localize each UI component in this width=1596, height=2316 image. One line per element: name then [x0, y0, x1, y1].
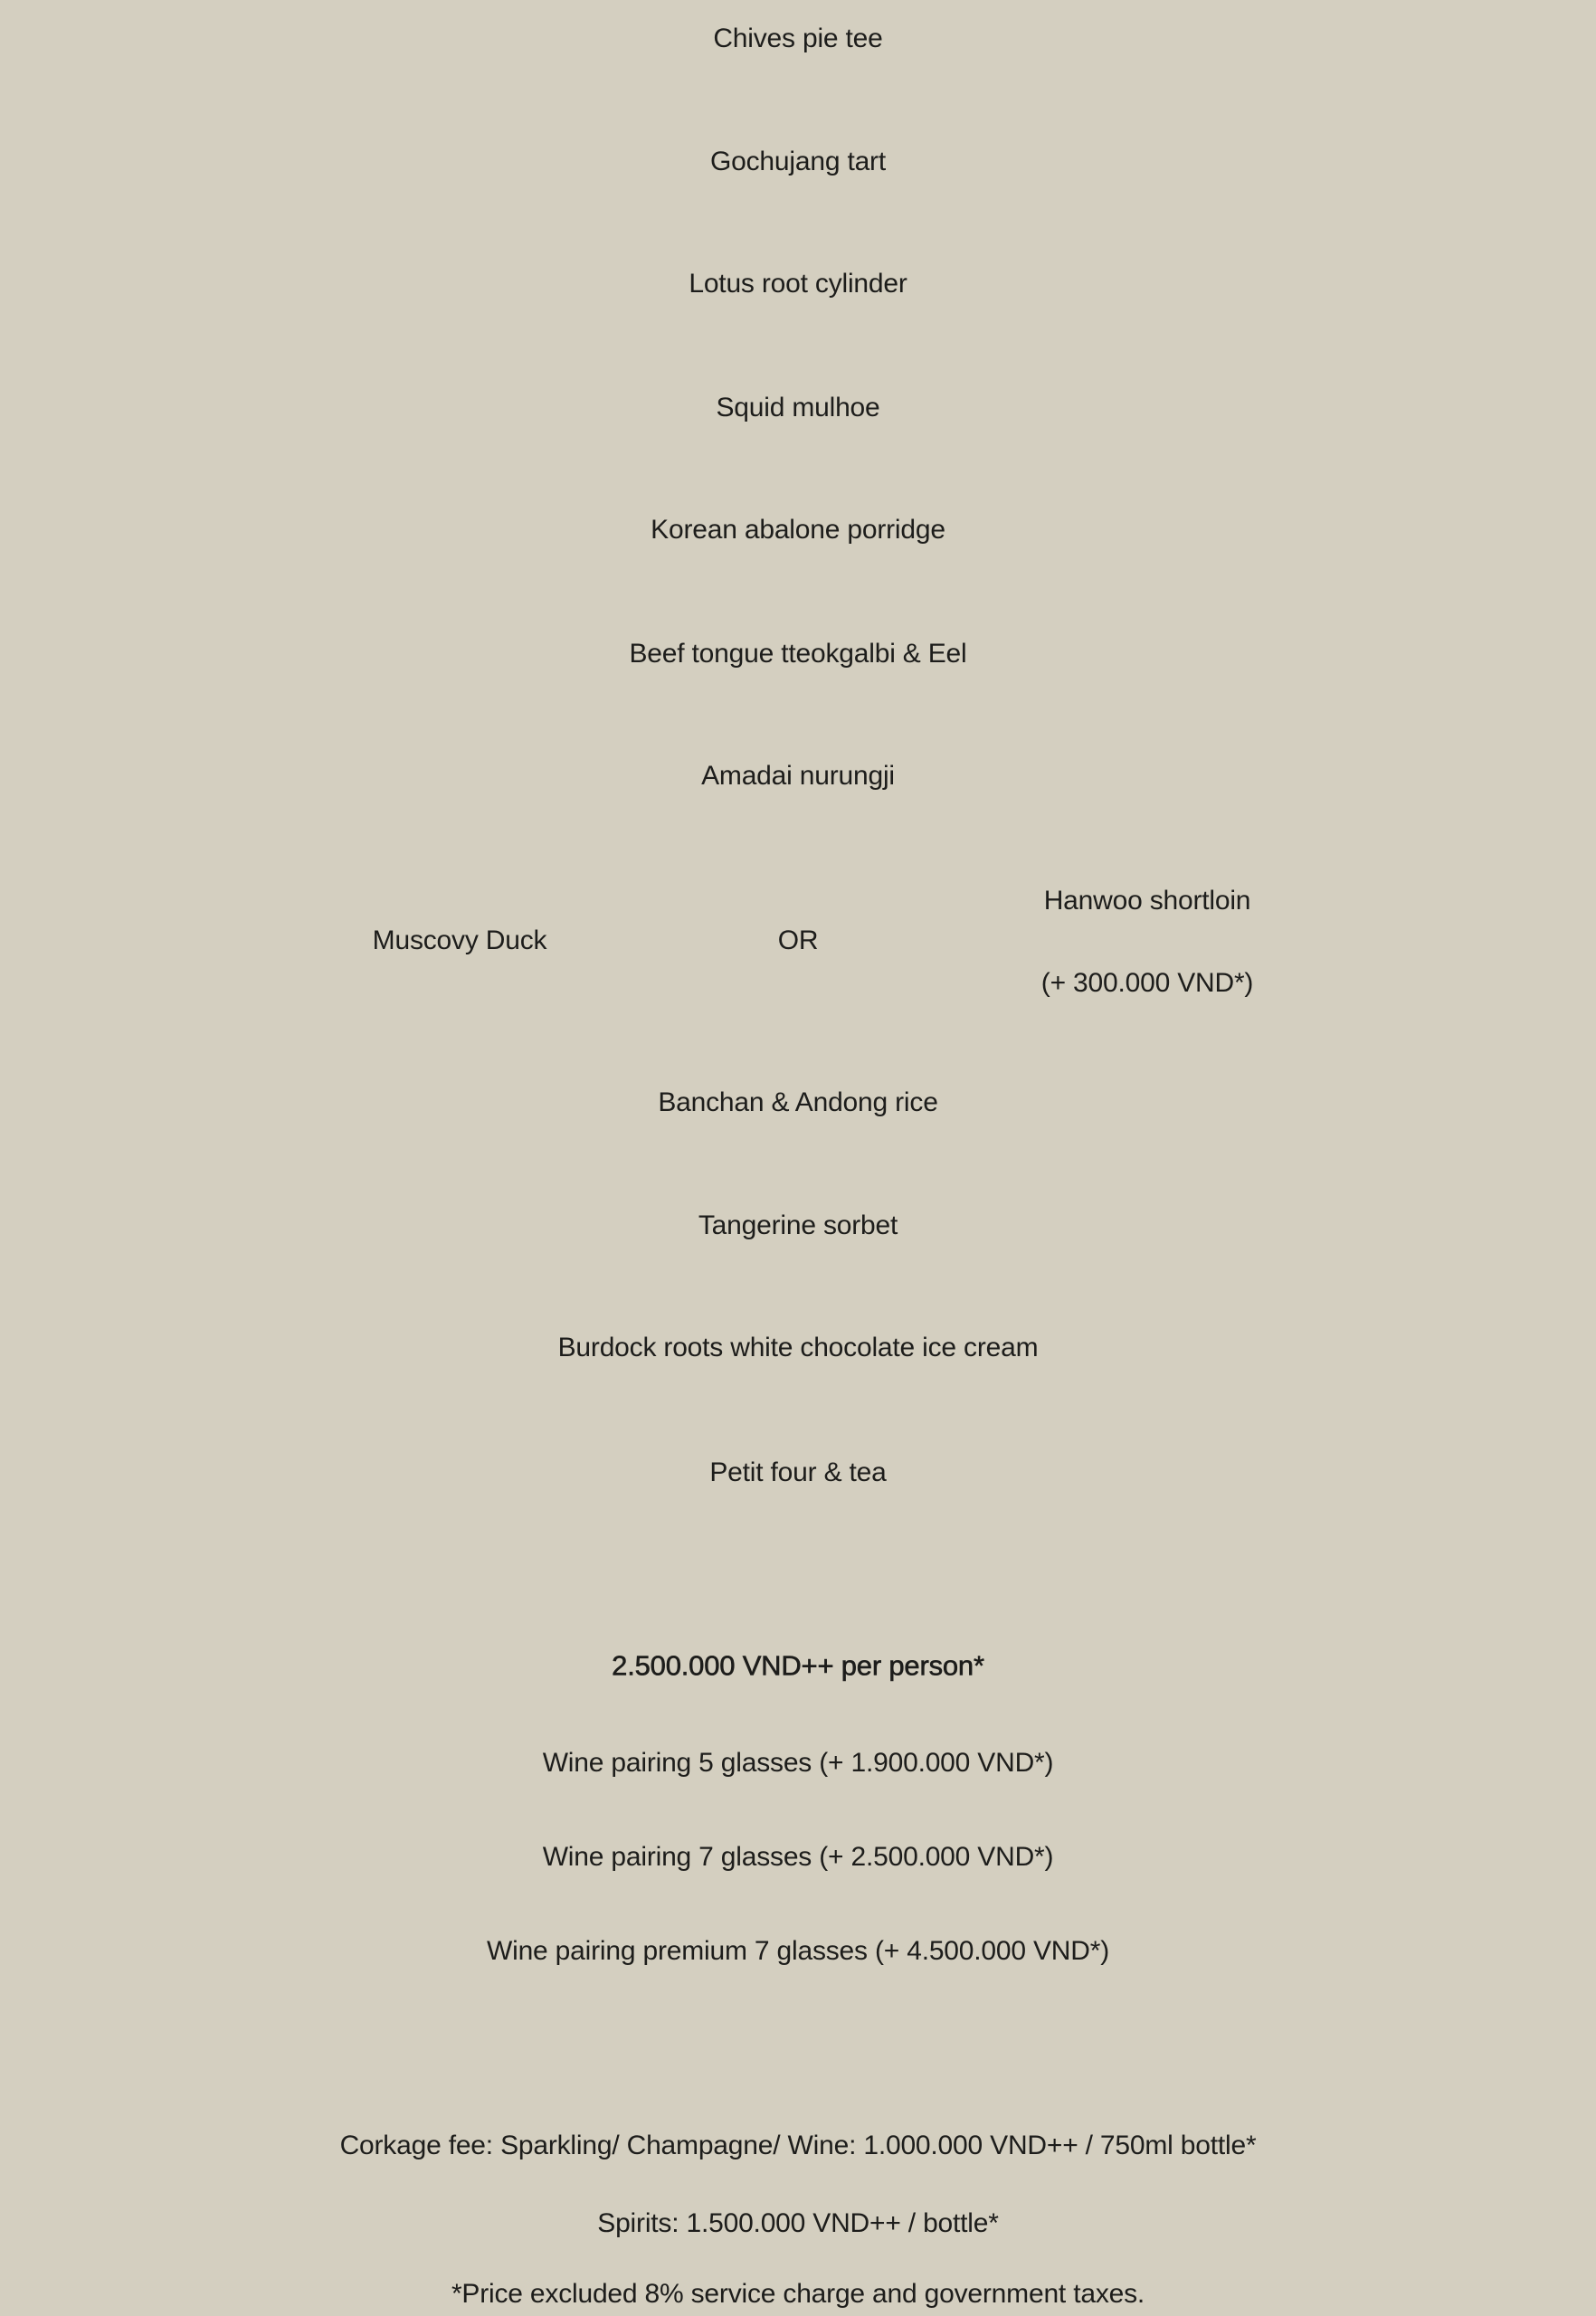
- wine-pairing-item: Wine pairing 7 glasses (+ 2.500.000 VND*): [542, 1842, 1054, 1872]
- course-item: Chives pie tee: [713, 24, 883, 53]
- choice-option-left: Muscovy Duck: [372, 925, 547, 955]
- course-item: Squid mulhoe: [716, 393, 880, 422]
- course-item: Banchan & Andong rice: [658, 1087, 938, 1117]
- course-item: Amadai nurungji: [701, 761, 895, 791]
- tax-note: *Price excluded 8% service charge and government taxes.: [451, 2279, 1145, 2309]
- course-item: Lotus root cylinder: [689, 269, 907, 299]
- choice-or-separator: OR: [777, 925, 819, 955]
- choice-option-right-name: Hanwoo shortloin: [1043, 886, 1251, 916]
- course-item: Korean abalone porridge: [651, 515, 945, 545]
- course-item: Gochujang tart: [710, 147, 886, 176]
- course-item: Petit four & tea: [709, 1457, 887, 1487]
- spirits-note: Spirits: 1.500.000 VND++ / bottle*: [597, 2208, 999, 2238]
- wine-pairing-item: Wine pairing 5 glasses (+ 1.900.000 VND*): [542, 1748, 1054, 1778]
- choice-option-right-supplement: (+ 300.000 VND*): [1040, 968, 1254, 998]
- corkage-note: Corkage fee: Sparkling/ Champagne/ Wine: 1.000.000 VND++ / 750ml bottle*: [339, 2131, 1257, 2160]
- wine-pairing-item: Wine pairing premium 7 glasses (+ 4.500.000 VND*): [486, 1936, 1110, 1966]
- course-item: Beef tongue tteokgalbi & Eel: [629, 639, 967, 669]
- price-per-person: 2.500.000 VND++ per person*: [612, 1649, 984, 1682]
- course-item: Burdock roots white chocolate ice cream: [557, 1333, 1039, 1362]
- course-item: Tangerine sorbet: [698, 1210, 898, 1240]
